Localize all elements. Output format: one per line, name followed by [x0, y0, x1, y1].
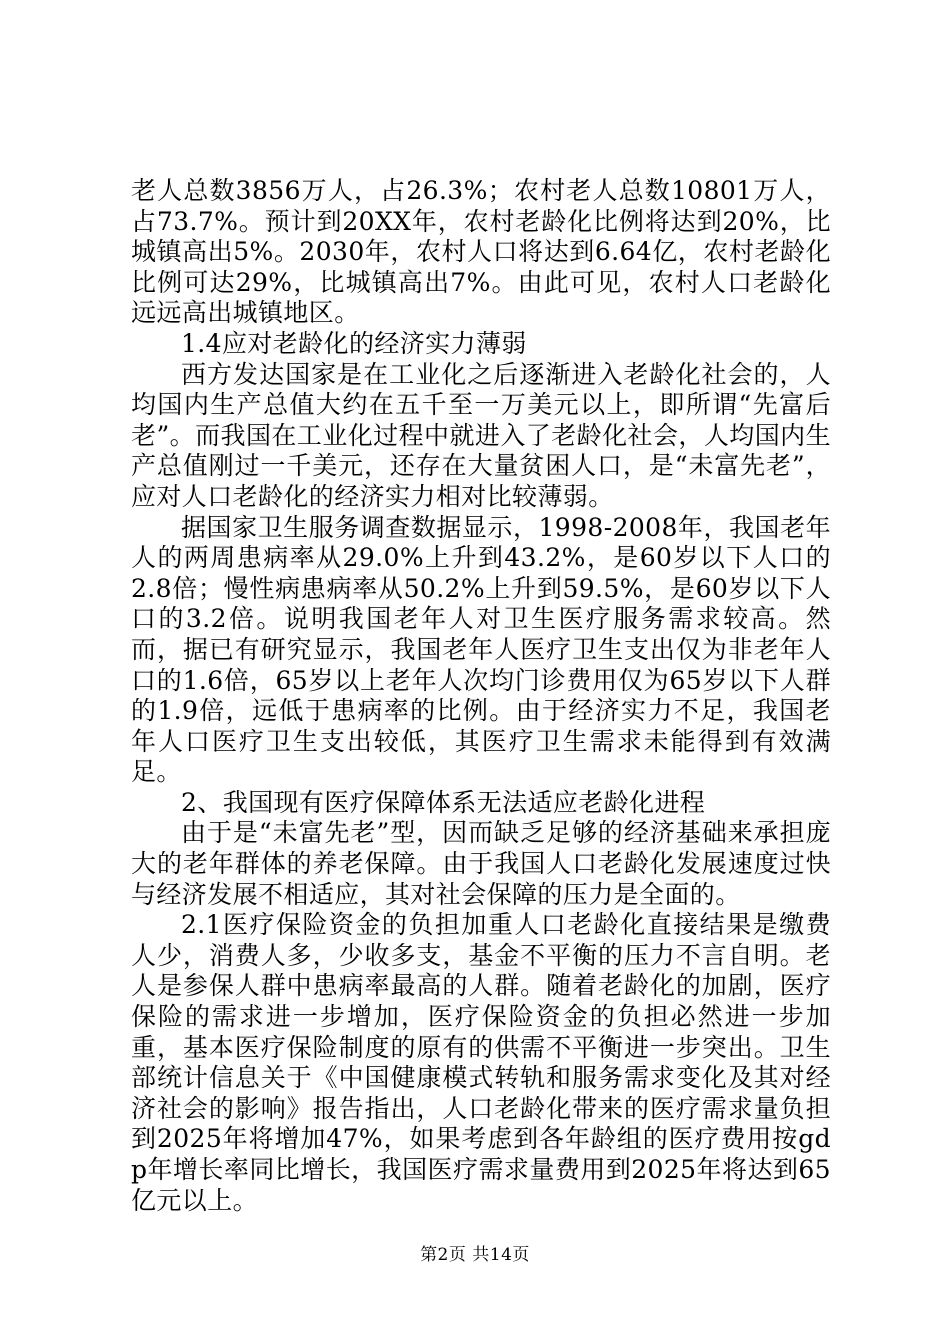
- paragraph-rural-elderly: 老人总数3856万人，占26.3%；农村老人总数10801万人，占73.7%。预计到20XX年，农村老龄化比例将达到20%，比城镇高出5%。2030年，农村人口将达到6.64亿，农村老龄化比例可达29%，比城镇高出7%。由此可见，农村人口老龄化远远高出城镇地区。: [131, 176, 831, 328]
- paragraph-insurance-burden: 2.1医疗保险资金的负担加重人口老龄化直接结果是缴费人少，消费人多，少收多支，基金不平衡的压力不言自明。老人是参保人群中患病率最高的人群。随着老龄化的加剧，医疗保险的需求进一步增加，医疗保险资金的负担必然进一步加重，基本医疗保险制度的原有的供需不平衡进一步突出。卫生部统计信息关于《中国健康模式转轨和服务需求变化及其对经济社会的影响》报告指出，人口老龄化带来的医疗需求量负担到2025年将增加47%，如果考虑到各年龄组的医疗费用按gdp年增长率同比增长，我国医疗需求量费用到2025年将达到65亿元以上。: [131, 910, 831, 1215]
- document-body: [131, 176, 831, 1216]
- section-heading-2: 2、我国现有医疗保障体系无法适应老龄化进程: [181, 787, 706, 817]
- paragraph-health-survey: 据国家卫生服务调查数据显示，1998-2008年，我国老年人的两周患病率从29.0%上升到43.2%，是60岁以下人口的2.8倍；慢性病患病率从50.2%上升到59.5%，是60岁以下人口的3.2倍。说明我国老年人对卫生医疗服务需求较高。然而，据已有研究显示，我国老年人医疗卫生支出仅为非老年人口的1.6倍，65岁以上老年人次均门诊费用仅为65岁以下人群的1.9倍，远低于患病率的比例。由于经济实力不足，我国老年人口医疗卫生支出较低，其医疗卫生需求未能得到有效满足。: [131, 512, 831, 787]
- paragraph-developed-countries: 西方发达国家是在工业化之后逐渐进入老龄化社会的，人均国内生产总值大约在五千至一万美元以上，即所谓“先富后老”。而我国在工业化过程中就进入了老龄化社会，人均国内生产总值刚过一千美元，还存在大量贫困人口，是“未富先老”，应对人口老龄化的经济实力相对比较薄弱。: [131, 359, 831, 511]
- paragraph-not-rich-before-old: 由于是“未富先老”型，因而缺乏足够的经济基础来承担庞大的老年群体的养老保障。由于我国人口老龄化发展速度过快与经济发展不相适应，其对社会保障的压力是全面的。: [131, 818, 831, 909]
- section-heading-1-4: 1.4应对老龄化的经济实力薄弱: [181, 328, 527, 358]
- page-number-footer: 第2页 共14页: [420, 1245, 530, 1265]
